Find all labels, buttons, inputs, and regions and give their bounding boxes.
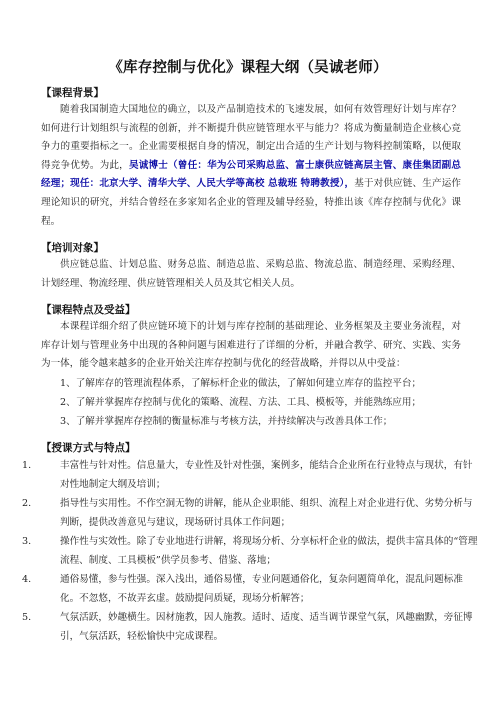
section-heading-audience: 【培训对象】	[41, 242, 104, 254]
method-number: 3.	[22, 536, 32, 547]
method-text: 通俗易懂，参与性强。深入浅出，通俗易懂，专业问题通俗化，复杂问题简单化，混乱问题标准化。不忽悠，不故弄玄虚。鼓励提问质疑，现场分析解答；	[60, 574, 463, 604]
features-paragraph: 本课程详细介绍了供应链环境下的计划与库存控制的基础理论、业务框架及主要业务流程，对库存计划与管理业务中出现的各种问题与困难进行了详细的分析，并融合教学、研究、实践、实务为一体，能令越来越多的企业开始关注库存控制与优化的经营战略，并得以从中受益：	[41, 321, 461, 370]
method-text: 指导性与实用性。不作空洞无物的讲解，能从企业职能、组织、流程上对企业进行优、劣势分析与判断，提供改善意见与建议，现场研讨具体工作问题；	[60, 498, 473, 528]
method-number: 1.	[22, 460, 32, 471]
benefit-item: 3、了解并掌握库存控制的衡量标准与考核方法，并持续解决与改善具体工作；	[60, 416, 393, 427]
method-item	[22, 495, 480, 532]
instructor-highlight: 吴诚博士（曾任：华为公司采购总监、富士康供应链高层主管、康佳集团副总经理；现任：北京大学、清华大学、人民大学等高校 总裁班 特聘教授），	[41, 159, 462, 190]
method-text: 操作性与实效性。除了专业地进行讲解，将现场分析、分享标杆企业的做法，提供丰富具体的“管理流程、制度、工具模板”供学员参考、借鉴、落地；	[60, 536, 478, 566]
method-text: 气氛活跃，妙趣横生。因材施教，因人施教。适时、适度、适当调节课堂气氛，风趣幽默，旁征博引，气氛活跃，轻松愉快中完成课程。	[60, 612, 473, 642]
method-item	[22, 571, 480, 608]
benefit-item: 1、了解库存的管理流程体系，了解标杆企业的做法，了解如何建立库存的监控平台；	[60, 378, 422, 389]
audience-paragraph: 供应链总监、计划总监、财务总监、制造总监、采购总监、物流总监、制造经理、采购经理、计划经理、物流经理、供应链管理相关人员及其它相关人员。	[41, 259, 461, 289]
background-paragraph	[41, 101, 461, 231]
section-heading-background: 【课程背景】	[41, 87, 104, 99]
method-text: 丰富性与针对性。信息量大，专业性及针对性强，案例多，能结合企业所在行业特点与现状，有针对性地制定大纲及培训；	[60, 460, 473, 490]
method-item	[22, 609, 480, 646]
benefit-item: 2、了解并掌握库存控制与优化的策略、流程、方法、工具、模板等，并能熟练应用；	[60, 397, 422, 408]
section-heading-features: 【课程特点及受益】	[41, 304, 136, 316]
method-item	[22, 457, 480, 494]
method-number: 4.	[22, 574, 32, 585]
method-item	[22, 533, 480, 570]
method-number: 2.	[22, 498, 32, 509]
page-title: 《库存控制与优化》课程大纲（吴诚老师）	[108, 59, 388, 76]
section-heading-methods: 【授课方式与特点】	[41, 442, 136, 454]
background-text-a: 随着我国制造大国地位的确立，以及产品制造技术的飞速发展，如何有效管理好计划与库存？如何进行计划组织与流程的创新，并不断提升供应链管理水平与能力？将成为衡量制造企业核心竞争力的重要指标之一。企业需要根据自身的情况，制定出合适的生产计划与物料控制策略，以便取得竞争优势。为此，	[41, 104, 461, 171]
background-text-b: 基于对供应链、生产运作理论知识的研究，并结合曾经在多家知名企业的管理及辅导经验，特推出该《库存控制与优化》课程。	[41, 178, 462, 227]
method-number: 5.	[22, 612, 32, 623]
